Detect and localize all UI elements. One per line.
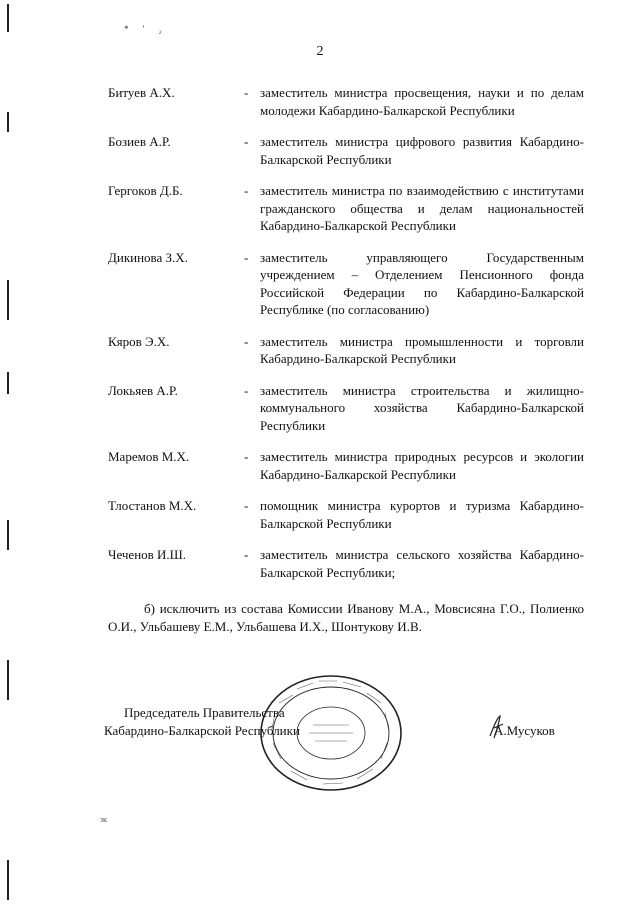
member-entry: [108, 497, 584, 532]
page-number: 2: [316, 44, 324, 59]
member-name: Чеченов И.Ш.: [108, 547, 187, 562]
scan-edge-mark: [7, 4, 9, 32]
member-entry: [108, 84, 584, 119]
signature-title: [104, 704, 300, 740]
entry-dash: -: [244, 249, 249, 265]
member-role: заместитель министра промышленности и торговли Кабардино-Балкарской Республики: [260, 333, 584, 366]
entry-dash: -: [244, 134, 249, 149]
member-name: Гергоков Д.Б.: [108, 183, 183, 198]
scan-edge-mark: [7, 112, 9, 132]
entry-dash: -: [244, 85, 249, 100]
scan-edge-mark: [7, 520, 9, 550]
member-name: Кяров Э.Х.: [108, 333, 170, 349]
member-entry: [108, 133, 584, 168]
entry-dash: -: [244, 498, 249, 513]
entry-dash: -: [244, 449, 249, 464]
member-name: Маремов М.Х.: [108, 449, 190, 464]
member-name: Бозиев А.Р.: [108, 134, 171, 149]
member-role: помощник министра курортов и туризма Кабардино-Балкарской Республики: [260, 498, 584, 531]
entry-dash: -: [244, 333, 249, 349]
entry-dash: -: [244, 547, 249, 562]
member-entry: [108, 249, 584, 319]
member-list: [108, 84, 584, 581]
member-role: заместитель министра строительства и жилищно-коммунального хозяйства Кабардино-Балкарской Республики: [260, 382, 584, 433]
member-entry: [108, 182, 584, 235]
member-entry: [108, 333, 584, 368]
member-role: заместитель министра цифрового развития Кабардино-Балкарской Республики: [260, 134, 584, 167]
member-role: заместитель министра сельского хозяйства Кабардино-Балкарской Республики;: [260, 547, 584, 580]
signature-title-line1: Председатель Правительства: [124, 705, 285, 720]
member-role: заместитель управляющего Государственным учреждением – Отделением Пенсионного фонда Российской Федерации по Кабардино-Балкарской Республике (по согласованию): [260, 249, 584, 317]
signer-name: А.Мусуков: [494, 723, 555, 738]
member-entry: [108, 546, 584, 581]
member-role: заместитель министра просвещения, науки и по делам молодежи Кабардино-Балкарской Республики: [260, 85, 584, 118]
entry-dash: -: [244, 183, 249, 198]
member-entry: [108, 382, 584, 435]
member-name: Битуев А.Х.: [108, 85, 175, 100]
entry-dash: -: [244, 382, 249, 398]
exclude-paragraph: б) исключить из состава Комиссии Иванову М.А., Мовсисяна Г.О., Полиенко О.И., Ульбашеву Е.М., Ульбашева И.Х., Шонтукову И.В.: [108, 601, 584, 634]
member-name: Дикинова З.Х.: [108, 249, 188, 265]
member-role: заместитель министра природных ресурсов и экологии Кабардино-Балкарской Республики: [260, 449, 584, 482]
footer-mark: ЗК: [100, 818, 108, 824]
signature-title-line2: Кабардино-Балкарской Республики: [104, 723, 300, 738]
scan-edge-mark: [7, 280, 9, 320]
top-marks: * ' ₂: [124, 24, 168, 34]
member-name: Тлостанов М.Х.: [108, 498, 197, 513]
member-role: заместитель министра по взаимодействию с институтами гражданского общества и делам национальностей Кабардино-Балкарской Республики: [260, 183, 584, 233]
member-name: Локьяев А.Р.: [108, 382, 178, 398]
scan-edge-mark: [7, 660, 9, 700]
member-entry: [108, 448, 584, 483]
scan-edge-mark: [7, 372, 9, 394]
scan-edge-mark: [7, 860, 9, 900]
